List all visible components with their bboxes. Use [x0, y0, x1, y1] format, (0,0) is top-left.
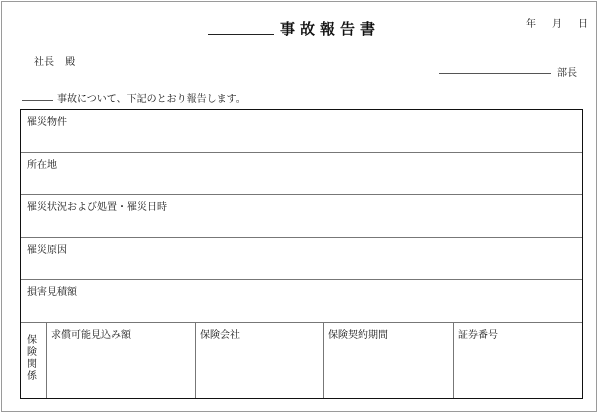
document-title: 事故報告書: [280, 20, 381, 38]
row-damage-estimate[interactable]: [21, 280, 582, 323]
col-label: 証券番号: [458, 330, 498, 341]
row-affected-property[interactable]: [21, 110, 582, 153]
row-label: 所在地: [27, 160, 57, 171]
date-year-label: 年: [526, 19, 536, 30]
insurance-section: [21, 323, 582, 398]
report-table: [20, 109, 583, 399]
row-location[interactable]: [21, 153, 582, 195]
col-label: 保険会社: [200, 330, 240, 341]
col-claimable-amount[interactable]: [47, 323, 196, 398]
date-fields: [526, 15, 588, 30]
col-label: 保険契約期間: [328, 330, 388, 341]
intro-blank-line[interactable]: [22, 100, 53, 101]
col-policy-number[interactable]: [454, 323, 581, 398]
row-label: 損害見積額: [27, 287, 77, 298]
row-label: 罹災状況および処置・罹災日時: [27, 202, 167, 213]
addressee-honorific: 殿: [65, 57, 76, 68]
row-damage-status[interactable]: [21, 195, 582, 238]
addressee: [34, 53, 75, 68]
title-blank-line[interactable]: [208, 34, 274, 35]
insurance-side-label: 保険関係: [27, 335, 37, 382]
addressee-title: 社長: [34, 57, 54, 68]
intro-text: 事故について、下記のとおり報告します。: [57, 94, 246, 105]
row-label: 罹災原因: [27, 245, 67, 256]
department-label: 部長: [557, 68, 577, 79]
row-cause[interactable]: [21, 238, 582, 280]
col-label: 求償可能見込み額: [51, 330, 131, 341]
date-day-label: 日: [578, 19, 588, 30]
department-blank-line[interactable]: [439, 73, 551, 74]
col-contract-period[interactable]: [324, 323, 454, 398]
date-month-label: 月: [552, 19, 562, 30]
col-insurer[interactable]: [196, 323, 324, 398]
insurance-side-cell: [21, 323, 47, 398]
row-label: 罹災物件: [27, 117, 67, 128]
report-sheet: [1, 1, 597, 412]
